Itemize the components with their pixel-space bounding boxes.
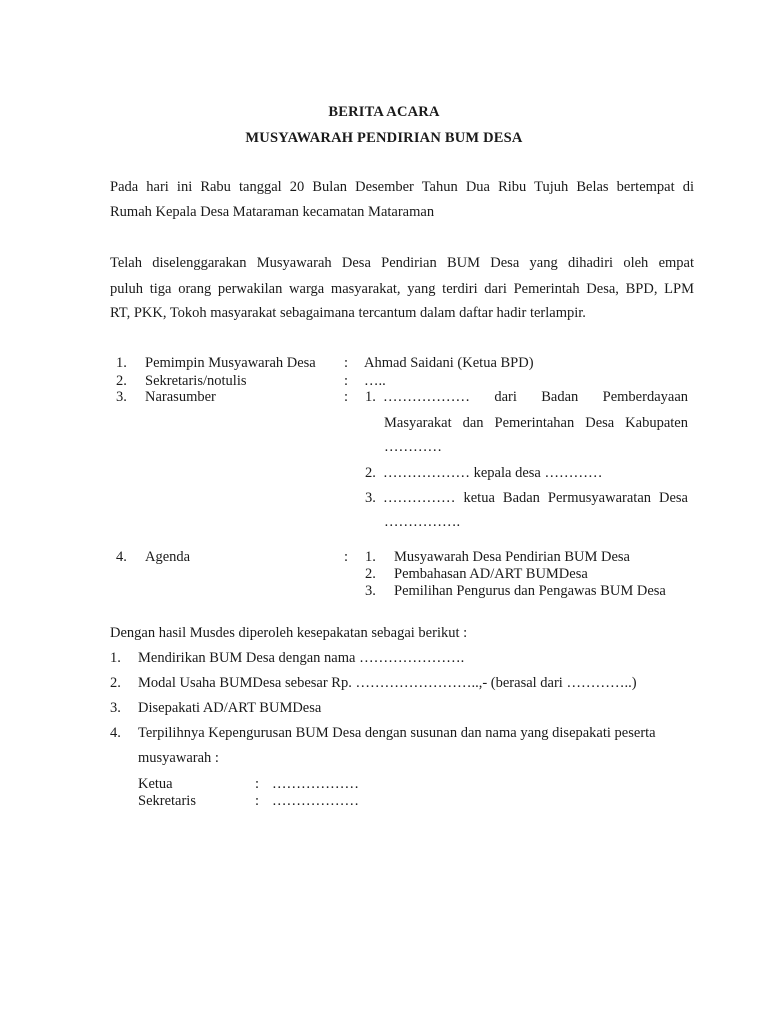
result-number: 4. [110,725,121,741]
intro-line-2: Rumah Kepala Desa Mataraman kecamatan Mataraman [110,204,435,220]
detail-colon: : [344,373,349,389]
detail-number: 3. [116,389,127,405]
officer-label-chair: Ketua [138,776,173,792]
agenda-item: Musyawarah Desa Pendirian BUM Desa [394,549,630,565]
agenda-item: Pembahasan AD/ART BUMDesa [394,566,588,582]
speaker-1-line-3: ………… [384,439,442,455]
paragraph2-line-3: RT, PKK, Tokoh masyarakat sebagaimana tercantum dalam daftar hadir terlampir. [110,305,586,321]
detail-number: 1. [116,355,127,371]
result-item-continuation: musyawarah : [138,750,219,766]
paragraph2-line-1: Telah diselenggarakan Musyawarah Desa Pendirian BUM Desa yang dihadiri oleh empat [110,255,694,271]
speaker-number: 3. [365,490,376,506]
detail-colon: : [344,355,349,371]
officer-label-secretary: Sekretaris [138,793,196,809]
officer-value-chair: ……………… [272,776,359,792]
officer-value-secretary: ……………… [272,793,359,809]
speaker-number: 2. [365,465,376,481]
agenda-label: Agenda [145,549,191,565]
officer-colon: : [255,793,260,809]
results-intro: Dengan hasil Musdes diperoleh kesepakatan sebagai berikut : [110,625,468,641]
speaker-2-line-1: ……………… kepala desa ………… [383,465,603,481]
agenda-item-number: 1. [365,549,376,565]
agenda-item-number: 2. [365,566,376,582]
detail-colon: : [344,389,349,405]
detail-value-secretary: ….. [364,373,386,389]
agenda-item: Pemilihan Pengurus dan Pengawas BUM Desa [394,583,666,599]
detail-label-secretary: Sekretaris/notulis [145,373,247,389]
result-number: 3. [110,700,121,716]
officer-colon: : [255,776,260,792]
speaker-1-line-2: Masyarakat dan Pemerintahan Desa Kabupaten [384,415,688,431]
result-item: Terpilihnya Kepengurusan BUM Desa dengan susunan dan nama yang disepakati peserta [138,725,656,741]
agenda-item-number: 3. [365,583,376,599]
result-item: Modal Usaha BUMDesa sebesar Rp. ……………………..,- (berasal dari …………..) [138,675,637,691]
speaker-number: 1. [365,389,376,405]
result-item: Mendirikan BUM Desa dengan nama …………………. [138,650,465,666]
detail-value-leader: Ahmad Saidani (Ketua BPD) [364,355,534,371]
intro-line-1: Pada hari ini Rabu tanggal 20 Bulan Desember Tahun Dua Ribu Tujuh Belas bertempat di [110,179,694,195]
document-title: BERITA ACARA [328,104,440,120]
result-number: 1. [110,650,121,666]
detail-label-speakers: Narasumber [145,389,216,405]
result-item: Disepakati AD/ART BUMDesa [138,700,322,716]
detail-label-leader: Pemimpin Musyawarah Desa [145,355,316,371]
agenda-number: 4. [116,549,127,565]
speaker-3-line-2: ……………. [384,514,461,530]
paragraph2-line-2: puluh tiga orang perwakilan warga masyarakat, yang terdiri dari Pemerintah Desa, BPD, LPM [110,281,694,297]
result-number: 2. [110,675,121,691]
speaker-1-line-1: ……………… dari Badan Pemberdayaan [383,389,688,405]
document-subtitle: MUSYAWARAH PENDIRIAN BUM DESA [245,130,523,146]
speaker-3-line-1: …………… ketua Badan Permusyawaratan Desa [383,490,688,506]
detail-number: 2. [116,373,127,389]
agenda-colon: : [344,549,349,565]
